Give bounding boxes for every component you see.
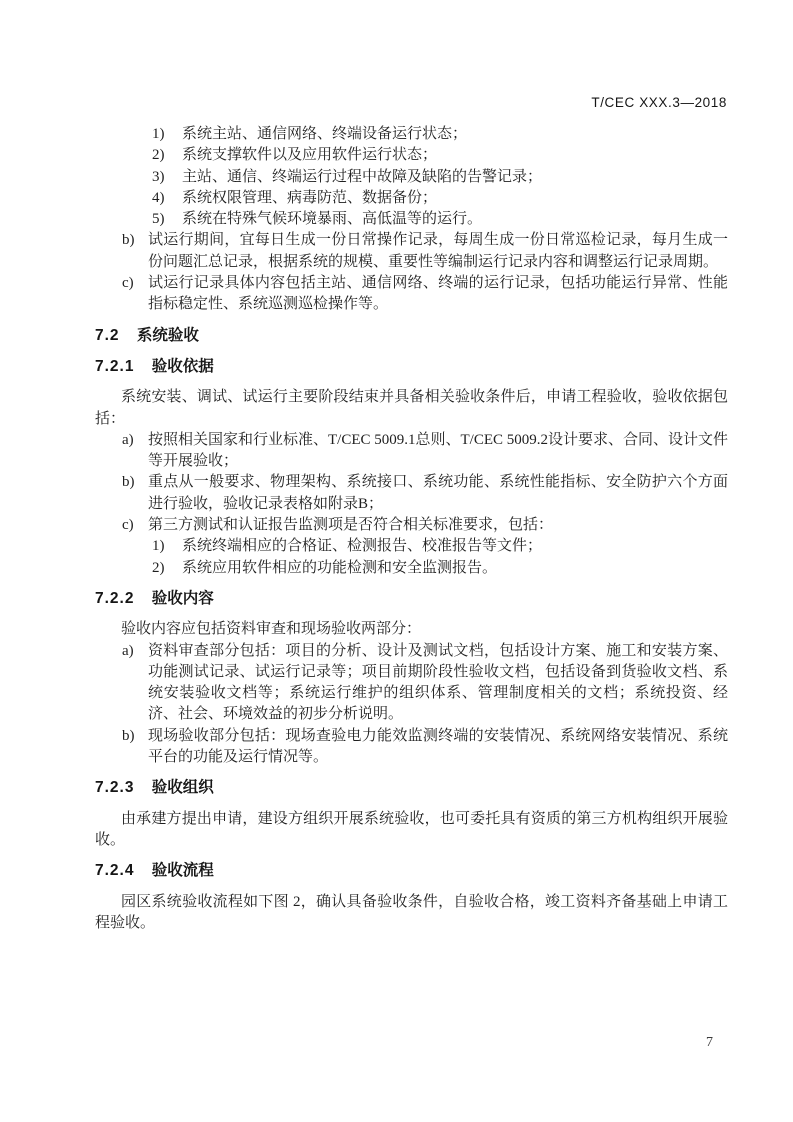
list-item bbox=[95, 145, 728, 166]
section-heading-7-2 bbox=[95, 325, 728, 346]
section-title: 验收内容 bbox=[151, 589, 214, 607]
list-item-label: b) bbox=[122, 232, 135, 249]
list-item bbox=[95, 558, 728, 579]
section-title: 系统验收 bbox=[136, 326, 199, 344]
section-number: 7.2.2 bbox=[95, 589, 135, 607]
doc-code: T/CEC XXX.3—2018 bbox=[591, 95, 727, 110]
list-item-label: b) bbox=[122, 727, 135, 744]
section-heading-7-2-3 bbox=[95, 777, 728, 798]
list-item-text: 系统终端相应的合格证、检测报告、校准报告等文件； bbox=[182, 538, 543, 555]
section-number: 7.2.4 bbox=[95, 862, 135, 880]
list-item bbox=[95, 641, 728, 726]
list-item-label: c) bbox=[122, 517, 134, 534]
list-item bbox=[95, 536, 728, 557]
list-item bbox=[95, 430, 728, 473]
page-number: 7 bbox=[706, 1035, 713, 1050]
list-item-label: 4) bbox=[152, 189, 165, 206]
section-heading-7-2-4 bbox=[95, 860, 728, 881]
list-item-text: 系统权限管理、病毒防范、数据备份； bbox=[182, 189, 438, 206]
list-item bbox=[95, 472, 728, 515]
list-item-label: 2) bbox=[152, 147, 165, 164]
list-item-text: 第三方测试和认证报告监测项是否符合相关标准要求，包括： bbox=[148, 517, 554, 534]
list-item-text: 现场验收部分包括：现场查验电力能效监测终端的安装情况、系统网络安装情况、系统平台的功能及运行情况等。 bbox=[148, 727, 728, 766]
list-item-label: a) bbox=[122, 431, 134, 448]
section-number: 7.2.3 bbox=[95, 779, 135, 797]
list-item-label: 1) bbox=[152, 126, 165, 142]
section-number: 7.2.1 bbox=[95, 357, 135, 375]
list-item-text: 按照相关国家和行业标准、T/CEC 5009.1总则、T/CEC 5009.2设计要求、合同、设计文件等开展验收； bbox=[148, 431, 729, 470]
list-item-label: 3) bbox=[152, 168, 165, 185]
list-item-text: 系统在特殊气候环境暴雨、高低温等的运行。 bbox=[182, 211, 483, 228]
paragraph: 园区系统验收流程如下图 2，确认具备验收条件，自验收合格，竣工资料齐备基础上申请工程验收。 bbox=[95, 893, 728, 931]
section-heading-7-2-1 bbox=[95, 356, 728, 377]
section-heading-7-2-2 bbox=[95, 588, 728, 609]
list-item bbox=[95, 209, 728, 230]
page-header bbox=[591, 94, 727, 112]
list-item-text: 试运行记录具体内容包括主站、通信网络、终端的运行记录，包括功能运行异常、性能指标稳定性、系统巡测巡检操作等。 bbox=[148, 275, 728, 313]
lettered-list bbox=[95, 230, 728, 315]
list-item-text: 系统主站、通信网络、终端设备运行状态； bbox=[182, 126, 468, 142]
paragraph: 系统安装、调试、试运行主要阶段结束并具备相关验收条件后，申请工程验收，验收依据包括： bbox=[95, 389, 728, 427]
lettered-list bbox=[95, 641, 728, 769]
list-item-text: 系统应用软件相应的功能检测和安全监测报告。 bbox=[182, 559, 498, 576]
list-item-label: 5) bbox=[152, 211, 165, 228]
paragraph: 由承建方提出申请，建设方组织开展系统验收，也可委托具有资质的第三方机构组织开展验收。 bbox=[95, 810, 728, 848]
list-item bbox=[95, 273, 728, 316]
list-item-label: b) bbox=[122, 474, 135, 491]
list-item-text: 重点从一般要求、物理架构、系统接口、系统功能、系统性能指标、安全防护六个方面进行验收，验收记录表格如附录B； bbox=[148, 474, 728, 512]
list-item-label: a) bbox=[122, 642, 134, 659]
list-item bbox=[95, 167, 728, 188]
list-item-text: 主站、通信、终端运行过程中故障及缺陷的告警记录； bbox=[182, 168, 543, 185]
page-content bbox=[95, 124, 728, 934]
list-item bbox=[95, 515, 728, 536]
list-item bbox=[95, 124, 728, 145]
section-title: 验收依据 bbox=[151, 357, 214, 375]
list-item-text: 试运行期间，宜每日生成一份日常操作记录，每周生成一份日常巡检记录，每月生成一份问题汇总记录，根据系统的规模、重要性等编制运行记录内容和调整运行记录周期。 bbox=[148, 232, 728, 270]
list-item-label: 2) bbox=[152, 559, 165, 576]
list-item-label: c) bbox=[122, 275, 134, 292]
list-item-text: 资料审查部分包括：项目的分析、设计及测试文档，包括设计方案、施工和安装方案、功能测试记录、试运行记录等；项目前期阶段性验收文档，包括设备到货验收文档、系统安装验收文档等；系统运行维护的组织体系、管理制度相关的文档；系统投资、经济、社会、环境效益的初步分析说明。 bbox=[148, 642, 728, 723]
section-title: 验收组织 bbox=[151, 779, 214, 797]
section-title: 验收流程 bbox=[151, 862, 214, 880]
section-number: 7.2 bbox=[95, 326, 120, 344]
list-item bbox=[95, 726, 728, 769]
list-item-label: 1) bbox=[152, 538, 165, 555]
list-item-text: 系统支撑软件以及应用软件运行状态； bbox=[182, 147, 438, 164]
list-item bbox=[95, 230, 728, 273]
lettered-list bbox=[95, 430, 728, 579]
numbered-sublist bbox=[95, 124, 728, 230]
paragraph: 验收内容应包括资料审查和现场验收两部分： bbox=[121, 621, 422, 638]
list-item bbox=[95, 188, 728, 209]
